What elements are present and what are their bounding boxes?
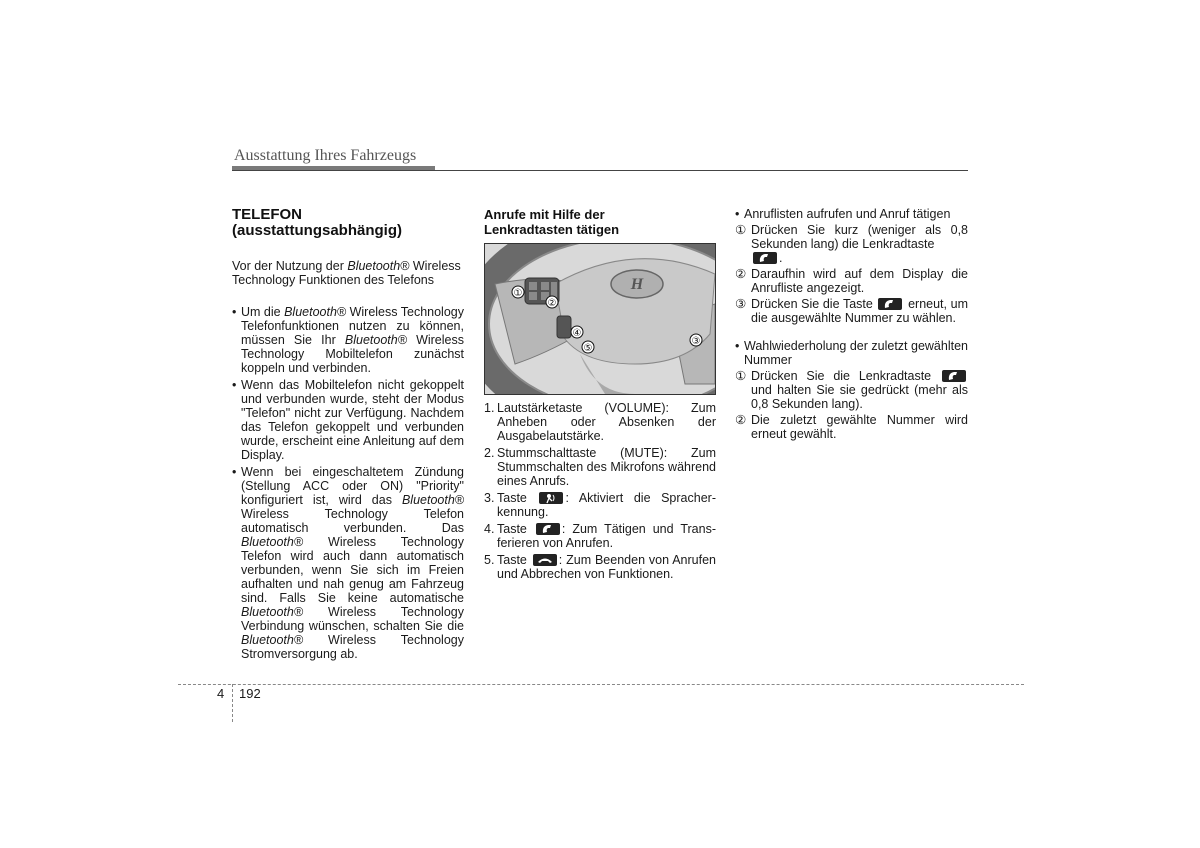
bullet-brand: Bluetooth®: [344, 333, 407, 347]
item-number: 3.: [484, 491, 495, 505]
header-rule-thin: [232, 170, 968, 171]
item-text: : Zum Tätigen und Transferieren von Anrufen.: [497, 522, 716, 550]
call-list-steps: [735, 223, 968, 325]
bullet-text: Wenn das Mobiltelefon nicht gekoppelt und verbunden wurde, steht der Modus "Telefon" nicht zur Verfügung. Nachdem das Telefon gekoppelt und verbunden wurde, erscheint eine Anleitung auf dem Display.: [241, 378, 464, 462]
bullet-text: Wireless Technology Stromversorgung ab.: [241, 633, 464, 661]
column-call-lists: [735, 207, 968, 455]
footer-rule: [178, 684, 1024, 685]
page-number: 192: [239, 686, 261, 701]
bullet-text: Wireless Technology Mobiltelefon zunächst koppeln und verbinden.: [241, 333, 464, 375]
phone-call-icon: [878, 298, 902, 310]
call-list-step-3: [735, 297, 968, 325]
step-text: Drücken Sie die Taste: [751, 297, 873, 311]
step-text: erneut, um die ausgewählte Nummer zu wählen.: [751, 297, 968, 325]
item-text: Lautstärketaste (VOLUME): Zum Anheben oder Absenken der Ausgabelautstärke.: [497, 401, 716, 443]
redial-steps: [735, 369, 968, 441]
control-item-volume: [484, 401, 716, 443]
item-text: Taste: [497, 491, 527, 505]
marker-5: ⑤: [583, 343, 593, 354]
section-title-line1: TELEFON: [232, 206, 302, 223]
item-number: 4.: [484, 522, 495, 536]
steering-wheel-figure: [484, 243, 716, 395]
item-number: 5.: [484, 553, 495, 567]
section-title: [232, 207, 464, 239]
control-item-call: [484, 522, 716, 550]
phone-call-icon: [753, 252, 777, 264]
bullet-brand: Bluetooth®: [284, 305, 347, 319]
call-list-step-1: [735, 223, 968, 265]
step-text: und halten Sie sie gedrückt (mehr als 0,8 Sekunden lang).: [751, 383, 968, 411]
voice-icon: [539, 492, 563, 504]
bullet-text: Wireless Technology Verbindung wünschen, schalten Sie die: [241, 605, 464, 633]
intro-text-pre: Vor der Nutzung der: [232, 259, 348, 273]
bullet-item-not-connected: [232, 378, 464, 462]
control-list: [484, 401, 716, 581]
section-title-line2: (ausstattungsabhängig): [232, 222, 403, 239]
item-number: 2.: [484, 446, 495, 460]
intro-text-post: Wireless Technology Funktionen des Telefons: [232, 259, 461, 287]
step-number: ①: [735, 369, 747, 383]
bullet-brand: Bluetooth®: [241, 605, 304, 619]
bullet-list: [232, 305, 464, 661]
item-text: Taste: [497, 522, 527, 536]
step-text: Die zuletzt gewählte Nummer wird erneut gewählt.: [751, 413, 968, 441]
item-text: : Aktiviert die Spracherkennung.: [497, 491, 716, 519]
column-steering-controls: [484, 207, 716, 584]
hyundai-logo: H: [630, 276, 644, 293]
subsection-title-line1: Anrufe mit Hilfe der: [484, 207, 605, 222]
bullet-text: Wireless Technology Telefon automatisch verbunden. Das: [241, 507, 464, 535]
phone-end-icon: [533, 554, 557, 566]
step-text: Daraufhin wird auf dem Display die Anrufliste angezeigt.: [751, 267, 968, 295]
item-text: : Zum Beenden von Anrufen und Abbrechen von Funktionen.: [497, 553, 716, 581]
bullet-text: Um die: [241, 305, 285, 319]
control-item-mute: [484, 446, 716, 488]
redial-step-2: [735, 413, 968, 441]
phone-call-icon: [536, 523, 560, 535]
step-text: .: [779, 251, 783, 265]
steering-wheel-illustration: [485, 244, 715, 394]
call-list-step-2: [735, 267, 968, 295]
control-item-voice: [484, 491, 716, 519]
step-number: ②: [735, 267, 747, 281]
step-text: Drücken Sie die Lenkradtaste: [751, 369, 932, 383]
intro-brand: Bluetooth®: [347, 259, 410, 273]
bullet-item-priority: [232, 465, 464, 661]
chapter-number: 4: [217, 686, 225, 701]
step-number: ①: [735, 223, 747, 237]
page-header-title: Ausstattung Ihres Fahrzeugs: [234, 147, 417, 164]
marker-1: ①: [513, 288, 523, 299]
step-text: Drücken Sie kurz (weniger als 0,8 Sekunden lang) die Lenkradtaste: [751, 223, 968, 251]
marker-3: ③: [691, 336, 701, 347]
call-list-heading: • Anruflisten aufrufen und Anruf tätigen: [735, 207, 968, 221]
bullet-brand: Bluetooth®: [241, 633, 304, 647]
subsection-title: [484, 207, 716, 237]
step-number: ③: [735, 297, 747, 311]
bullet-text: Wireless Technology Telefon wird auch dann automatisch verbunden, wenn Sie sich im Freien aufhalten und nah genug am Fahrzeug sind. Falls Sie keine automatische: [241, 535, 464, 605]
bullet-brand: Bluetooth®: [401, 493, 464, 507]
marker-4: ④: [572, 328, 582, 339]
column-telefon: [232, 207, 464, 664]
control-item-end: [484, 553, 716, 581]
item-text: Taste: [497, 553, 527, 567]
marker-2: ②: [547, 298, 557, 309]
bullet-item-pairing: [232, 305, 464, 375]
redial-heading: • Wahlwiederholung der zuletzt gewählten Nummer: [735, 339, 968, 367]
bullet-brand: Bluetooth®: [241, 535, 304, 549]
step-number: ②: [735, 413, 747, 427]
bullet-text: Wenn bei eingeschaltetem Zündung (Stellung ACC oder ON) "Priority" konfiguriert ist, wird das: [241, 465, 464, 507]
intro-paragraph: [232, 259, 464, 287]
redial-step-1: [735, 369, 968, 411]
phone-call-icon: [942, 370, 966, 382]
footer-divider: [232, 684, 233, 722]
bullet-text: Wireless Technology Telefonfunktionen nutzen zu können, müssen Sie Ihr: [241, 305, 464, 347]
item-number: 1.: [484, 401, 495, 415]
item-text: Stummschalttaste (MUTE): Zum Stummschalten des Mikrofons während eines Anrufs.: [497, 446, 716, 488]
subsection-title-line2: Lenkradtasten tätigen: [484, 222, 620, 237]
